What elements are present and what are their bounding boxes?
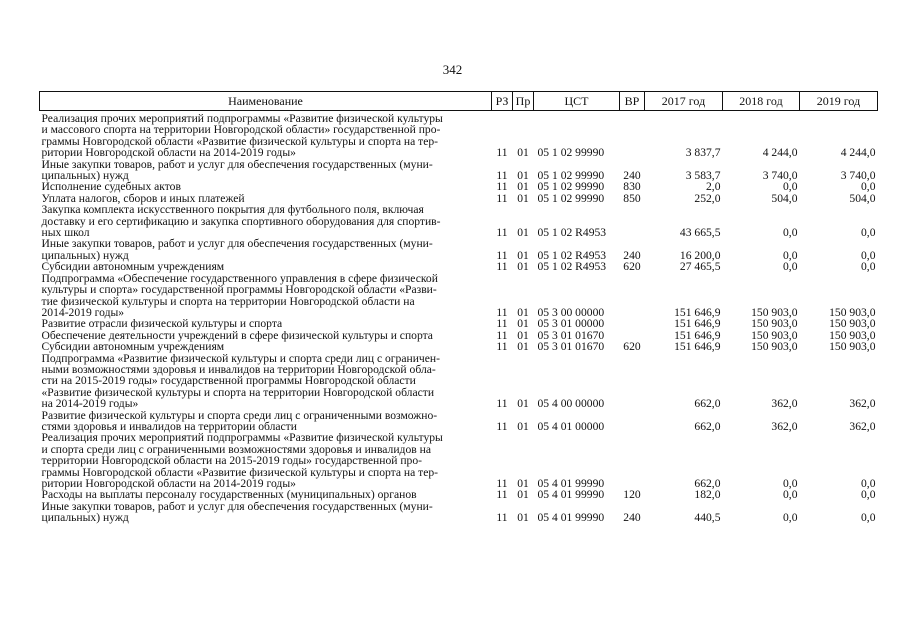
cell-2017: 252,0 [694,191,721,205]
table-row [40,261,878,272]
name-line: Иные закупки товаров, работ и услуг для обеспечения государственных (муни- [41,237,433,251]
name-line: и массового спорта на территории Новгородской области» государственной про- [41,123,441,137]
cell-vr [620,111,645,159]
cell-pr: 01 [517,328,529,342]
cell-pr: 01 [517,146,529,160]
name-line: граммы Новгородской области «Развитие физической культуры и спорта на тер- [41,134,439,148]
cell-rz: 11 [496,226,508,240]
cell-2019: 3 740,0 [840,169,876,183]
cell-2018: 0,0 [783,511,798,525]
cell-pr: 01 [517,260,529,274]
header-name: Наименование [40,92,492,111]
cell-2017: 662,0 [694,477,721,490]
name-line: Субсидии автономным учреждениям [41,340,225,354]
cell-pr: 01 [517,340,529,354]
cell-name [40,410,492,433]
header-row [40,92,878,111]
cell-2018: 0,0 [783,260,798,274]
cell-rz: 11 [496,340,508,354]
cell-2019: 4 244,0 [840,146,876,160]
cell-vr: 240 [623,248,641,262]
cell-rz: 11 [496,305,508,319]
cell-vr [620,204,645,238]
name-line: Подпрограмма «Обеспечение государственного управления в сфере физической [41,271,438,285]
cell-rz: 11 [496,260,508,274]
name-line: Иные закупки товаров, работ и услуг для обеспечения государственных (муни- [41,499,433,513]
cell-name [40,318,492,329]
cell-2017: 151 646,9 [674,340,721,354]
cell-2019: 0,0 [861,226,876,240]
cell-cst: 05 1 02 99990 [537,146,605,160]
cell-2018: 0,0 [783,477,798,490]
cell-pr: 01 [517,397,529,411]
cell-2017: 151 646,9 [674,317,721,331]
name-line: ципальных) нужд [41,248,129,262]
cell-rz: 11 [496,488,508,502]
name-line: Субсидии автономным учреждениям [41,260,225,274]
cell-pr: 01 [517,169,529,183]
cell-cst: 05 1 02 99990 [537,169,605,183]
table-body [40,111,878,524]
header-vr: ВР [620,92,645,111]
name-line: 2014-2019 годы» [41,305,125,319]
cell-2018: 3 740,0 [762,169,798,183]
cell-2017: 16 200,0 [679,248,721,262]
name-line: «Развитие физической культуры и спорта на территории Новгородской области [41,385,435,399]
table-row [40,501,878,524]
cell-2019: 150 903,0 [829,328,876,342]
cell-pr: 01 [517,226,529,240]
cell-2018: 0,0 [783,180,798,194]
cell-cst: 05 1 02 R4953 [537,226,607,240]
cell-rz: 11 [496,511,508,525]
name-line: Подпрограмма «Развитие физической культуры и спорта среди лиц с ограничен- [41,351,440,365]
cell-cst: 05 3 01 01670 [537,328,605,342]
cell-pr: 01 [517,511,529,525]
cell-name [40,341,492,352]
cell-cst: 05 1 02 99990 [537,180,605,194]
cell-2019: 150 903,0 [829,305,876,319]
cell-2019: 0,0 [861,488,876,502]
table-row [40,341,878,352]
cell-pr: 01 [517,180,529,194]
cell-cst: 05 3 01 01670 [537,340,605,354]
cell-2017: 151 646,9 [674,305,721,319]
cell-pr: 01 [517,191,529,205]
table-row [40,273,878,319]
cell-rz: 11 [496,169,508,183]
cell-name [40,353,492,410]
cell-vr [620,273,645,319]
cell-vr: 120 [623,488,641,502]
table-row [40,111,878,159]
cell-vr [620,318,645,329]
cell-pr: 01 [517,248,529,262]
header-2017: 2017 год [645,92,723,111]
name-line: территории Новгородской области на 2015-2019 годы» государственной про- [41,454,423,468]
cell-2018: 362,0 [771,397,798,411]
cell-cst: 05 1 02 R4953 [537,260,607,274]
name-line: Расходы на выплаты персоналу государственных (муниципальных) органов [41,488,417,502]
cell-name [40,432,492,489]
cell-2018: 0,0 [783,226,798,240]
name-line: Исполнение судебных актов [41,180,181,194]
name-line: ных школ [41,226,90,240]
cell-vr: 620 [623,260,641,274]
name-line: Реализация прочих мероприятий подпрограммы «Развитие физической культуры [41,431,443,445]
cell-pr: 01 [517,305,529,319]
cell-2019: 504,0 [849,191,876,205]
cell-2017: 662,0 [694,419,721,433]
table-header [40,92,878,111]
cell-2017: 43 665,5 [679,226,721,240]
cell-vr: 240 [623,511,641,525]
name-line: Закупка комплекта искусственного покрытия для футбольного поля, включая [41,203,424,217]
table-row [40,318,878,329]
name-line: сти на 2015-2019 годы» государственной программы Новгородской области [41,374,416,388]
name-line: Развитие физической культуры и спорта среди лиц с ограниченными возможно- [41,408,438,422]
header-cst: ЦСТ [534,92,620,111]
table-row [40,410,878,433]
cell-pr: 01 [517,477,529,490]
cell-rz: 11 [496,328,508,342]
cell-vr [620,432,645,489]
cell-2017: 2,0 [706,180,721,194]
cell-2018: 150 903,0 [751,317,798,331]
cell-2019: 150 903,0 [829,340,876,354]
header-2018: 2018 год [723,92,800,111]
cell-2018: 150 903,0 [751,305,798,319]
name-line: ритории Новгородской области на 2014-2019 годы» [41,477,296,490]
cell-2019: 0,0 [861,180,876,194]
name-line: доставку и его сертификацию и закупка спортивного оборудования для спортив- [41,214,441,228]
cell-pr: 01 [517,419,529,433]
cell-rz: 11 [496,146,508,160]
cell-rz: 11 [496,477,508,490]
cell-vr [620,410,645,433]
cell-2017: 662,0 [694,397,721,411]
cell-2019: 0,0 [861,260,876,274]
header-2019: 2019 год [800,92,878,111]
name-line: граммы Новгородской области «Развитие физической культуры и спорта на тер- [41,465,439,479]
cell-rz: 11 [496,317,508,331]
name-line: ными возможностями здоровья и инвалидов на территории Новгородской обла- [41,362,436,376]
cell-2017: 182,0 [694,488,721,502]
cell-2018: 0,0 [783,488,798,502]
name-line: Иные закупки товаров, работ и услуг для обеспечения государственных (муни- [41,157,433,171]
cell-2017: 440,5 [694,511,721,525]
name-line: ципальных) нужд [41,169,129,183]
name-line: культуры и спорта» государственной программы Новгородской области «Разви- [41,283,437,297]
cell-cst: 05 3 00 00000 [537,305,605,319]
cell-rz: 11 [496,248,508,262]
table-row [40,159,878,182]
name-line: и спорта среди лиц с ограниченными возможностями здоровья и инвалидов на [41,442,431,456]
cell-2018: 4 244,0 [762,146,798,160]
name-line: тие физической культуры и спорта на территории Новгородской области на [41,294,415,308]
name-line: стями здоровья и инвалидов на территории области [41,419,297,433]
cell-cst: 05 4 01 99990 [537,511,605,525]
cell-2017: 3 583,7 [685,169,721,183]
cell-cst: 05 1 02 R4953 [537,248,607,262]
cell-2019: 362,0 [849,419,876,433]
name-line: на 2014-2019 годы» [41,397,139,411]
table-row [40,204,878,238]
cell-2019: 0,0 [861,511,876,525]
name-line: Реализация прочих мероприятий подпрограммы «Развитие физической культуры [41,112,443,125]
budget-table [39,91,878,524]
cell-name [40,261,492,272]
cell-2017: 151 646,9 [674,328,721,342]
cell-cst: 05 4 00 00000 [537,397,605,411]
cell-2017: 3 837,7 [685,146,721,160]
cell-cst: 05 4 01 99990 [537,488,605,502]
cell-pr: 01 [517,488,529,502]
name-line: Развитие отрасли физической культуры и спорта [41,317,283,331]
cell-pr: 01 [517,317,529,331]
cell-cst: 05 3 01 00000 [537,317,605,331]
cell-rz: 11 [496,419,508,433]
cell-2019: 0,0 [861,248,876,262]
table-row [40,432,878,489]
cell-vr [620,353,645,410]
cell-rz: 11 [496,397,508,411]
cell-2019: 0,0 [861,477,876,490]
cell-2019: 150 903,0 [829,317,876,331]
cell-name [40,273,492,319]
cell-2018: 150 903,0 [751,328,798,342]
cell-2019: 362,0 [849,397,876,411]
cell-2018: 362,0 [771,419,798,433]
cell-2017: 27 465,5 [679,260,721,274]
cell-cst: 05 1 02 99990 [537,191,605,205]
cell-rz: 11 [496,191,508,205]
table-row [40,238,878,261]
cell-name [40,238,492,261]
cell-vr: 850 [623,191,641,205]
header-rz: РЗ [492,92,513,111]
cell-name [40,501,492,524]
cell-vr: 620 [623,340,641,354]
name-line: Обеспечение деятельности учреждений в сфере физической культуры и спорта [41,328,433,342]
cell-name [40,111,492,159]
cell-rz: 11 [496,180,508,194]
name-line: Уплата налогов, сборов и иных платежей [41,191,245,205]
cell-vr: 240 [623,169,641,183]
header-pr: Пр [513,92,534,111]
table-row [40,353,878,410]
cell-name [40,159,492,182]
cell-2018: 0,0 [783,248,798,262]
cell-cst: 05 4 01 00000 [537,419,605,433]
cell-vr: 830 [623,180,641,194]
cell-2018: 150 903,0 [751,340,798,354]
name-line: ритории Новгородской области на 2014-2019 годы» [41,146,296,160]
cell-2018: 504,0 [771,191,798,205]
name-line: ципальных) нужд [41,511,129,525]
cell-name [40,204,492,238]
cell-cst: 05 4 01 99990 [537,477,605,490]
page-number: 342 [442,62,463,77]
